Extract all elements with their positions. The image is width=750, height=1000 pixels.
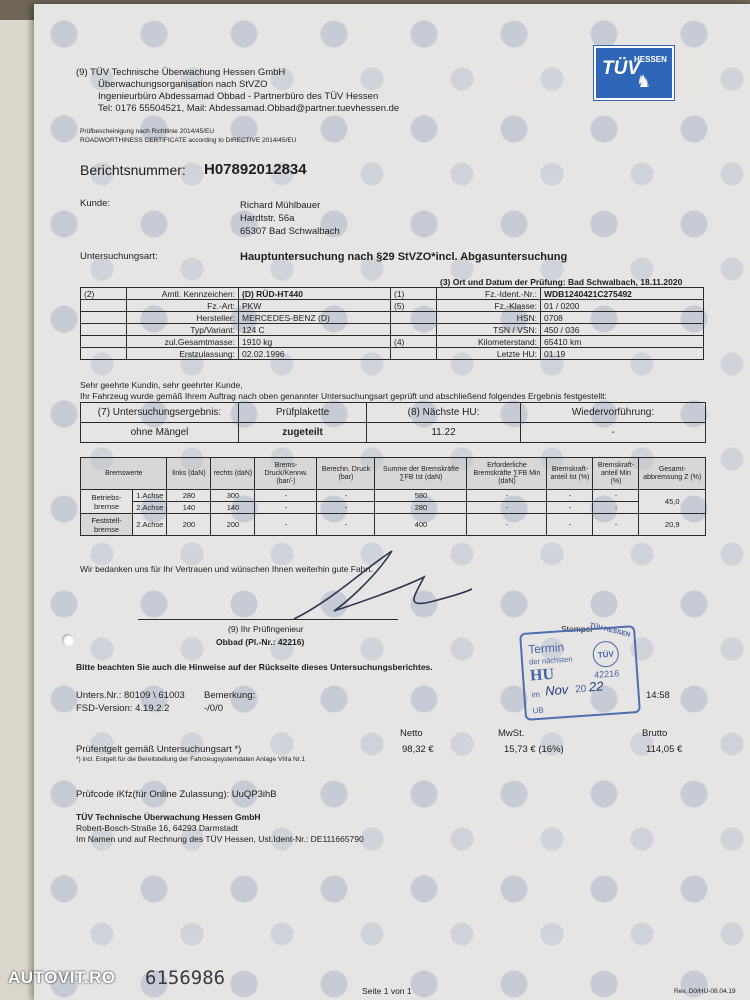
table-row <box>81 490 706 502</box>
variant-value: 124 C <box>239 324 391 336</box>
revisit-value: - <box>521 423 706 443</box>
vehicle-type-label: Fz.-Art: <box>127 300 239 312</box>
brake-header-0: Bremswerte <box>81 458 167 490</box>
exam-type: Hauptuntersuchung nach §29 StVZO*incl. Abgasuntersuchung <box>240 251 568 263</box>
brake-header-3: Brems-Druck/Kennw. (bar/-) <box>255 458 317 490</box>
hsn-label: HSN: <box>437 312 541 324</box>
customer-city: 65307 Bad Schwalbach <box>240 226 340 237</box>
mass-value: 1910 kg <box>239 336 391 348</box>
axle-cell: 2.Achse <box>133 514 167 536</box>
mass-label: zul.Gesamtmasse: <box>127 336 239 348</box>
share-min-value: - <box>593 514 639 536</box>
table-row <box>81 514 706 536</box>
pressure-value: - <box>255 490 317 502</box>
last-hu-label: Letzte HU: <box>437 348 541 360</box>
report-number-label: Berichtsnummer: <box>80 162 186 178</box>
report-number: H07892012834 <box>204 161 307 178</box>
pressure-value: - <box>255 514 317 536</box>
fee-mwst: 15,73 € (16%) <box>504 744 564 755</box>
right-value: 300 <box>211 490 255 502</box>
fee-note: *) incl. Entgelt für die Bereitstellung der Fahrzeugsystemdaten Anlage VIIIa Nr.1 <box>76 756 306 763</box>
stamp-ub: UB <box>532 705 544 716</box>
tuev-hessen-logo <box>594 46 674 100</box>
stamp-year-prefix: 20 <box>574 683 587 696</box>
code-2: (2) <box>81 288 127 300</box>
service-brake-label: Betriebs-bremse <box>81 490 133 514</box>
thanks-text: Wir bedanken uns für Ihr Vertrauen und wünschen Ihnen weiterhin gute Fahrt. <box>80 564 373 574</box>
vehicle-table <box>80 287 704 360</box>
calc-pressure-value: - <box>317 502 375 514</box>
header-line-4: Tel: 0176 55504521, Mail: Abdessamad.Obbad@partner.tuevhessen.de <box>98 103 400 114</box>
sum-value: 280 <box>375 502 467 514</box>
stamp-month: Nov <box>544 681 569 699</box>
first-reg-value: 02.02.1996 <box>239 348 391 360</box>
calc-pressure-value: - <box>317 514 375 536</box>
next-hu-header: (8) Nächste HU: <box>367 403 521 423</box>
share-min-value: - <box>593 490 639 502</box>
stamp-year: 22 <box>588 678 604 695</box>
sum-value: 580 <box>375 490 467 502</box>
logo-text: TÜV <box>602 58 640 79</box>
share-ist-value: - <box>547 502 593 514</box>
code-1: (1) <box>391 288 437 300</box>
service-brake-total: 45,0 <box>639 490 706 514</box>
required-value: - <box>467 514 547 536</box>
brake-header-2: rechts (daN) <box>211 458 255 490</box>
stamp-number: 42216 <box>593 668 620 681</box>
notice-text: Bitte beachten Sie auch die Hinweise auf der Rückseite dieses Untersuchungsberichtes. <box>76 662 433 672</box>
class-label: Fz.-Klasse: <box>437 300 541 312</box>
revision: Rev. D0/HU-08.04.19 <box>674 988 736 995</box>
left-value: 200 <box>167 514 211 536</box>
inspector-name: Obbad (Pl.-Nr.: 42216) <box>216 637 305 647</box>
customer-label: Kunde: <box>80 198 111 209</box>
parking-brake-total: 20,9 <box>639 514 706 536</box>
fee-label: Prüfentgelt gemäß Untersuchungsart *) <box>76 744 242 755</box>
signature-line <box>138 619 398 620</box>
remark-label: Bemerkung: <box>204 690 256 701</box>
next-hu-value: 11.22 <box>367 423 521 443</box>
code-5: (5) <box>391 300 437 312</box>
left-value: 280 <box>167 490 211 502</box>
axle-cell: 2.Achse <box>133 502 167 514</box>
vin-value: WDB1240421C275492 <box>541 288 704 300</box>
result-value: ohne Mängel <box>81 423 239 443</box>
plate-label: Amtl. Kennzeichen: <box>127 288 239 300</box>
remark-value: -/0/0 <box>204 703 224 714</box>
stamp-im: im <box>531 689 541 700</box>
right-value: 200 <box>211 514 255 536</box>
footer-address: Robert-Bosch-Straße 16, 64293 Darmstadt <box>76 823 239 833</box>
footer-company: TÜV Technische Überwachung Hessen GmbH <box>76 812 261 822</box>
certificate-line-1: Prüfbescheinigung nach Richtlinie 2014/45/EU <box>80 128 215 135</box>
pressure-value: - <box>255 502 317 514</box>
vin-label: Fz.-Ident.-Nr.: <box>437 288 541 300</box>
revisit-header: Wiedervorführung: <box>521 403 706 423</box>
inspector-label: (9) Ihr Prüfingenieur <box>228 624 304 634</box>
share-ist-value: - <box>547 490 593 502</box>
sum-value: 400 <box>375 514 467 536</box>
required-value: - <box>467 502 547 514</box>
share-min-value: - <box>593 502 639 514</box>
lion-icon: ♞ <box>636 72 652 91</box>
code-4: (4) <box>391 336 437 348</box>
customer-street: Hardtstr. 56a <box>240 213 295 224</box>
watermark: AUTOVIT.RO <box>8 968 116 987</box>
calc-pressure-value: - <box>317 490 375 502</box>
brake-header-7: Bremskraft-anteil Ist (%) <box>547 458 593 490</box>
stamp-termin: Termin <box>527 640 565 657</box>
footer-note: Im Namen und auf Rechnung des TÜV Hessen, Ust.Ident-Nr.: DE111665790 <box>76 834 364 844</box>
stamp-label: Stempel <box>561 624 593 634</box>
brake-header-8: Bremskraft-anteil Min (%) <box>593 458 639 490</box>
header-line-1: (9) TÜV Technische Überwachung Hessen GmbH <box>76 67 286 78</box>
listing-number: 6156986 <box>145 967 226 989</box>
vehicle-type-value: PKW <box>239 300 391 312</box>
tsn-value: 450 / 036 <box>541 324 704 336</box>
result-header: (7) Untersuchungsergebnis: <box>81 403 239 423</box>
fee-netto: 98,32 € <box>402 744 434 755</box>
table-row <box>81 502 706 514</box>
brake-header-9: Gesamt-abbremsung Z (%) <box>639 458 706 490</box>
parking-brake-label: Feststell-bremse <box>81 514 133 536</box>
plaque-header: Prüfplakette <box>239 403 367 423</box>
greeting-1: Sehr geehrte Kundin, sehr geehrter Kunde, <box>80 380 243 390</box>
stamp-naechsten: der nächsten <box>528 654 573 667</box>
stamp-hu: HU <box>529 665 555 685</box>
customer-name: Richard Mühlbauer <box>240 200 321 211</box>
tsn-label: TSN / VSN: <box>437 324 541 336</box>
required-value: - <box>467 490 547 502</box>
brutto-label: Brutto <box>642 728 668 739</box>
online-code: Prüfcode iKfz(für Online Zulassung): UuQP3ihB <box>76 789 277 800</box>
page-number: Seite 1 von 1 <box>362 986 412 996</box>
brake-header-1: links (daN) <box>167 458 211 490</box>
inspector-signature <box>274 549 474 629</box>
result-table <box>80 402 706 443</box>
header-line-2: Überwachungsorganisation nach StVZO <box>98 79 268 90</box>
plaque-value: zugeteilt <box>239 423 367 443</box>
fsd-version: FSD-Version: 4.19.2.2 <box>76 703 170 714</box>
right-value: 140 <box>211 502 255 514</box>
exam-number: Unters.Nr.: 80109 \ 61003 <box>76 690 185 701</box>
header-line-3: Ingenieurbüro Abdessamad Obbad - Partnerbüro des TÜV Hessen <box>98 91 379 102</box>
exam-time: 14:58 <box>646 690 670 701</box>
next-hu-stamp <box>519 621 641 721</box>
brake-header-6: Erforderliche Bremskräfte ∑FB Min (daN) <box>467 458 547 490</box>
mwst-label: MwSt. <box>498 728 525 739</box>
stamp-ring: TÜV HESSEN <box>588 621 631 639</box>
brake-header-4: Berechn. Druck (bar) <box>317 458 375 490</box>
km-label: Kilometerstand: <box>437 336 541 348</box>
inspection-report <box>34 4 750 1000</box>
first-reg-label: Erstzulassung: <box>127 348 239 360</box>
hsn-value: 0708 <box>541 312 704 324</box>
km-value: 65410 km <box>541 336 704 348</box>
exam-type-label: Untersuchungsart: <box>80 251 158 262</box>
axle-cell: 1.Achse <box>133 490 167 502</box>
plate-value: (D) RÜD-HT440 <box>239 288 391 300</box>
brake-header-5: Summe der Bremskräfte ∑FB Ist (daN) <box>375 458 467 490</box>
punch-hole <box>62 634 74 646</box>
left-value: 140 <box>167 502 211 514</box>
place-date: (3) Ort und Datum der Prüfung: Bad Schwalbach, 18.11.2020 <box>440 277 683 287</box>
fee-brutto: 114,05 € <box>646 744 683 755</box>
maker-value: MERCEDES-BENZ (D) <box>239 312 391 324</box>
class-value: 01 / 0200 <box>541 300 704 312</box>
logo-sub: HESSEN <box>634 55 667 64</box>
netto-label: Netto <box>400 728 423 739</box>
greeting-2: Ihr Fahrzeug wurde gemäß Ihrem Auftrag nach oben genannter Untersuchungsart geprüft und abschließend folgendes Ergebnis festgestellt: <box>80 391 607 401</box>
maker-label: Hersteller: <box>127 312 239 324</box>
stamp-tuev-circle: TÜV <box>592 640 620 668</box>
share-ist-value: - <box>547 514 593 536</box>
last-hu-value: 01.19 <box>541 348 704 360</box>
brake-table <box>80 457 706 536</box>
certificate-line-2: ROADWORTHINESS CERTIFICATE according to DIRECTIVE 2014/45/EU <box>80 137 297 144</box>
variant-label: Typ/Variant: <box>127 324 239 336</box>
